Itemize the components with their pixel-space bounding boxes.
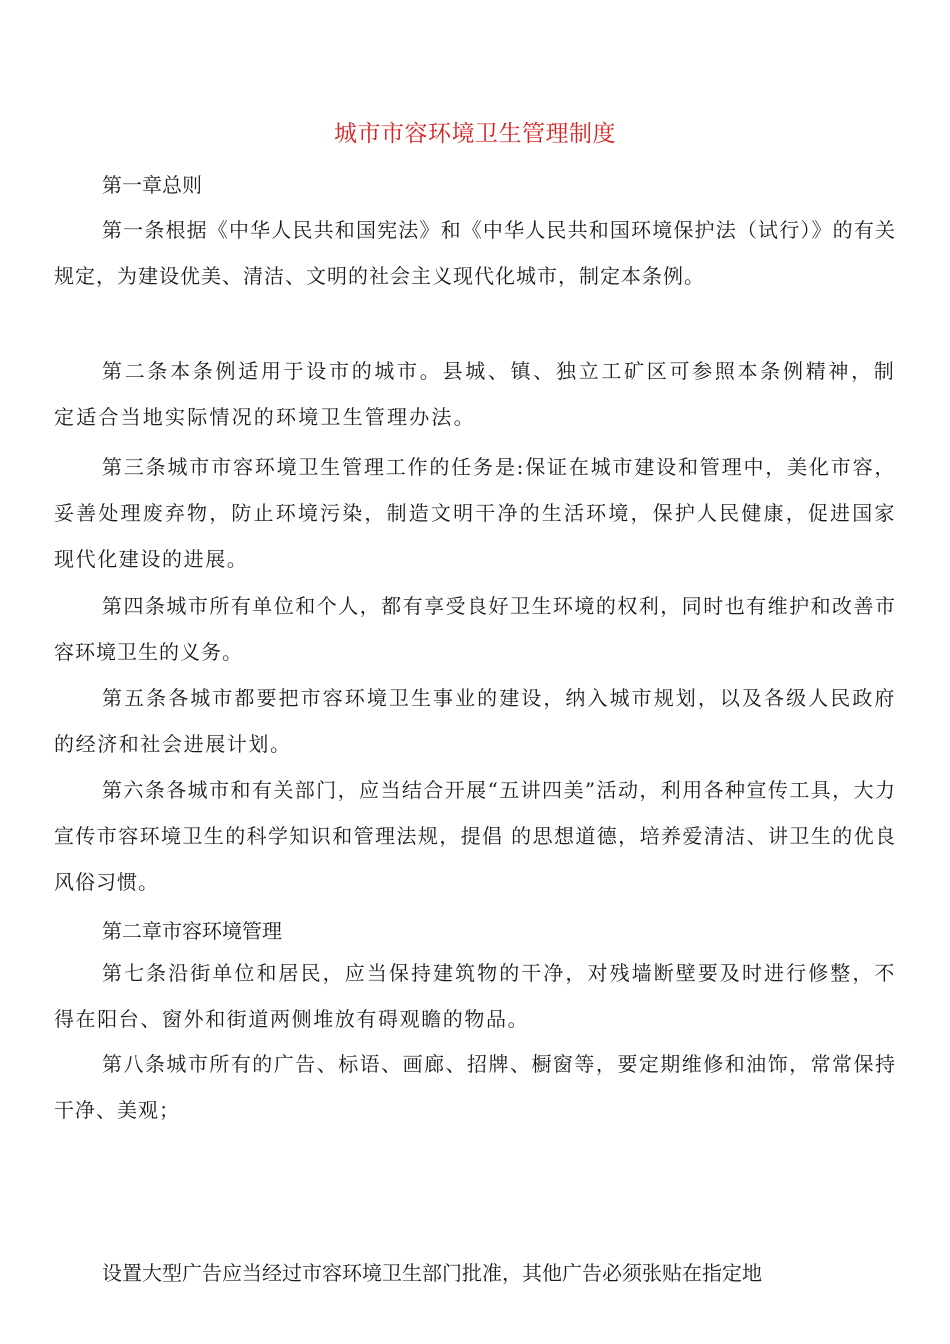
chapter-heading-2: 第二章市容环境管理 bbox=[102, 919, 282, 943]
article-3: 第三条城市市容环境卫生管理工作的任务是:保证在城市建设和管理中，美化市容，妥善处理废弃物，防止环境污染，制造文明干净的生活环境，保护人民健康，促进国家现代化建设的进展。 bbox=[54, 455, 896, 571]
continuation-line: 设置大型广告应当经过市容环境卫生部门批准，其他广告必须张贴在指定地 bbox=[102, 1261, 762, 1285]
article-6: 第六条各城市和有关部门，应当结合开展“五讲四美”活动，利用各种宣传工具，大力宣传市容环境卫生的科学知识和管理法规，提倡 的思想道德，培养爱清洁、讲卫生的优良风俗习惯。 bbox=[54, 778, 896, 894]
document-title: 城市市容环境卫生管理制度 bbox=[334, 121, 616, 147]
article-8: 第八条城市所有的广告、标语、画廊、招牌、橱窗等，要定期维修和油饰，常常保持干净、美观； bbox=[54, 1052, 896, 1122]
article-7: 第七条沿街单位和居民，应当保持建筑物的干净，对残墙断壁要及时进行修整，不得在阳台、窗外和街道两侧堆放有碍观瞻的物品。 bbox=[54, 961, 896, 1031]
article-4: 第四条城市所有单位和个人，都有享受良好卫生环境的权利，同时也有维护和改善市容环境卫生的义务。 bbox=[54, 594, 896, 664]
chapter-heading-1: 第一章总则 bbox=[102, 173, 202, 197]
article-5: 第五条各城市都要把市容环境卫生事业的建设，纳入城市规划，以及各级人民政府的经济和社会进展计划。 bbox=[54, 686, 896, 756]
article-1: 第一条根据《中华人民共和国宪法》和《中华人民共和国环境保护法（试行）》的有关规定，为建设优美、清洁、文明的社会主义现代化城市，制定本条例。 bbox=[54, 218, 896, 288]
article-2: 第二条本条例适用于设市的城市。县城、镇、独立工矿区可参照本条例精神，制定适合当地实际情况的环境卫生管理办法。 bbox=[54, 359, 896, 429]
